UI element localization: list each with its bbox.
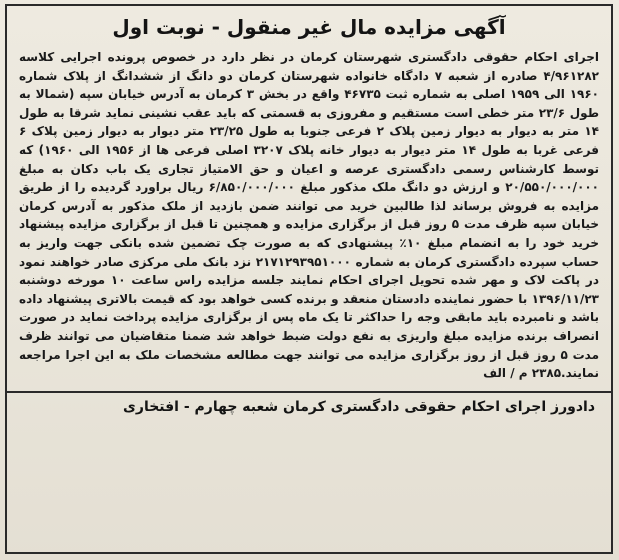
- notice-frame: [5, 4, 613, 554]
- signature-line: دادورز اجرای احکام حقوقی دادگستری کرمان شعبه چهارم - افتخاری: [123, 398, 595, 415]
- notice-body: اجرای احکام حقوقی دادگستری شهرستان کرمان در نظر دارد در خصوص پرونده اجرایی کلاسه ۴/۹۶۱۲۸۲ صادره از شعبه ۷ دادگاه خانواده شهرستان کرمان دو دانگ از ششدانگ از پلاک شماره ۱۹۶۰ الی ۱۹۵۹ اصلی به شماره ثبت ۴۶۷۳۵ واقع در بخش ۳ کرمان به آدرس خیابان سپه (شمالا به طول ۲۳/۶ متر خطی است مستقیم و مفروزی به قسمتی که باید عقب نشینی نماید شرقا به طول ۱۴ متر به دیوار به دیوار زمین پلاک ۲ فرعی جنوبا به طول ۲۳/۲۵ متر دیوار به دیوار زمین پلاک ۶ فرعی غربا به طول ۱۴ متر دیوار به دیوار خانه پلاک ۳۲۰۷ اصلی فرعی ها از ۱۹۵۶ الی ۱۹۶۰) که توسط کارشناس رسمی دادگستری عرصه و اعیان و حق الامتیاز تجاری یک باب دکان به مبلغ ۲۰/۵۵۰/۰۰۰/۰۰۰ و ارزش دو دانگ ملک مذکور مبلغ ۶/۸۵۰/۰۰۰/۰۰۰ ریال براورد گردیده را از طریق مزایده به فروش برساند لذا طالبین خرید می توانند ضمن بازدید از ملک مذکور به آدرس کرمان خیابان سپه ظرف مدت ۵ روز قبل از برگزاری مزایده و همچنین تا قبل از برگزاری مزایده پیشنهاد خرید خود را به انضمام مبلغ ۱۰٪ پیشنهادی که به صورت چک تضمین شده بانکی جهت واریز به حساب سپرده دادگستری کرمان به شماره ۲۱۷۱۲۹۳۹۵۱۰۰۰ نزد بانک ملی مرکزی صادر خواهند نمود در پاکت لاک و مهر شده تحویل اجرای احکام نمایند جلسه مزایده راس ساعت ۱۰ مورخه دوشنبه ۱۳۹۶/۱۱/۲۳ با حضور نماینده دادستان منعقد و برنده کسی خواهد بود که قیمت بالاتری پیشنهاد داده باشد و نامبرده باید مابقی وجه را حداکثر تا یک ماه پس از برگزاری مزایده پرداخت نماید در صورت انصراف برنده مزایده مبلغ واریزی به نفع دولت ضبط خواهد شد ضمنا متقاضیان می توانند ظرف مدت ۵ روز قبل از روز برگزاری مزایده می توانند جهت مطالعه مشخصات ملک به این اجرا مراجعه نمایند.۲۳۸۵ م / الف: [19, 50, 599, 381]
- notice-title: آگهی مزایده مال غیر منقول - نوبت اول: [112, 15, 506, 39]
